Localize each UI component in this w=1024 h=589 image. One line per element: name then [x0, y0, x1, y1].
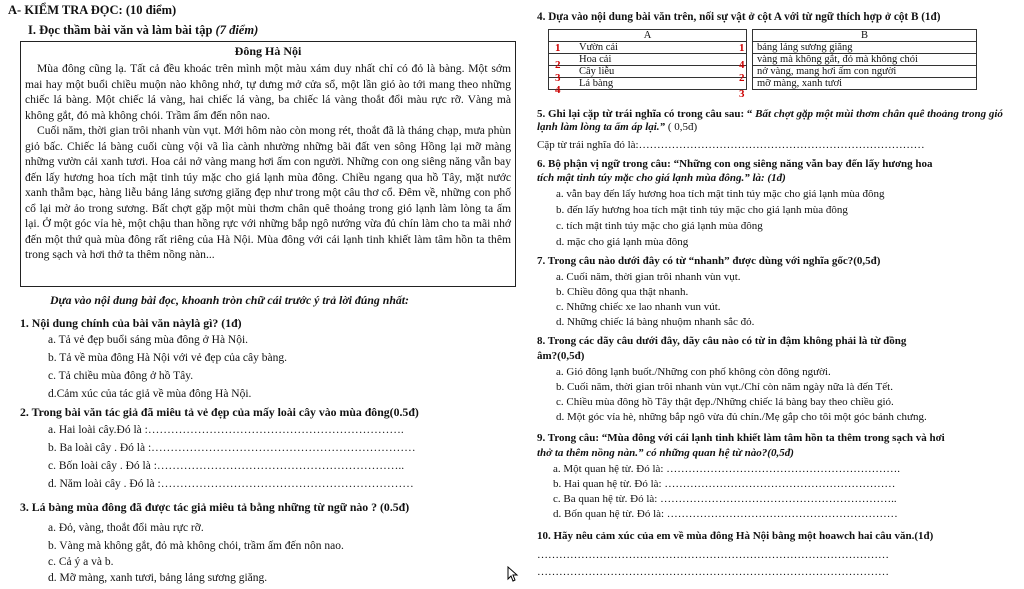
q4-mark-b: 3	[739, 88, 745, 100]
q4-col-b-item: mỡ màng, xanh tươi	[753, 78, 977, 90]
q4-mark-b: 1	[739, 42, 745, 54]
q2-option-c[interactable]: c. Bốn loài cây . Đó là :………………………………………………………..	[48, 460, 405, 472]
q4-mark-b: 2	[739, 72, 745, 84]
q8-title-line1: 8. Trong các dãy câu dưới đây, dãy câu nào có từ in đậm không phải là từ đồng	[537, 335, 907, 347]
q6-title-line2: tích mật tinh túy mặc cho giá lạnh mùa đông.” là: (1đ)	[537, 172, 786, 184]
q6-option-a[interactable]: a. vẫn bay đến lấy hương hoa tích mật tinh túy mặc cho giá lạnh mùa đông	[556, 188, 885, 200]
q6-option-d[interactable]: d. mặc cho giá lạnh mùa đông	[556, 236, 689, 248]
passage-body	[21, 59, 515, 263]
q1-title: 1. Nội dung chính của bài văn nàylà gì? (1đ)	[20, 316, 242, 330]
q10-title: 10. Hãy nêu cảm xúc của em về mùa đông Hà Nội bằng một hoawch hai câu văn.(1đ)	[537, 530, 934, 542]
q4-title: 4. Dựa vào nội dung bài văn trên, nối sự vật ở cột A với từ ngữ thích hợp ở cột B (1đ)	[537, 11, 941, 23]
q3-option-c[interactable]: c. Cả ý a và b.	[48, 556, 114, 568]
q1-option-d[interactable]: d.Cảm xúc của tác giả về mùa đông Hà Nội.	[48, 388, 252, 400]
q9-option-a[interactable]: a. Một quan hệ từ. Đó là: ……………………………………………………….	[553, 463, 900, 475]
q8-option-b[interactable]: b. Cuối năm, thời gian trôi nhanh vùn vụt./Chỉ còn năm ngày nữa là đến Tết.	[556, 381, 893, 393]
q1-option-c[interactable]: c. Tả chiều mùa đông ở hồ Tây.	[48, 370, 194, 382]
q10-answer-line[interactable]: ……………………………………………………………………………………	[537, 549, 889, 561]
q8-title-line2: âm?(0,5đ)	[537, 350, 585, 362]
section-i-heading: I. Đọc thầm bài văn và làm bài tập (7 điểm)	[28, 23, 259, 37]
q9-option-b[interactable]: b. Hai quan hệ từ. Đó là: ………………………………………………………	[553, 478, 896, 490]
section-a-heading: A- KIỂM TRA ĐỌC: (10 điểm)	[8, 3, 177, 17]
q7-option-c[interactable]: c. Những chiếc xe lao nhanh vun vút.	[556, 301, 721, 313]
q9-title-line1: 9. Trong câu: “Mùa đông với cái lạnh tinh khiết làm tâm hồn ta thêm trong sạch và hơi	[537, 432, 945, 444]
q2-option-b[interactable]: b. Ba loài cây . Đó là :……………………………………………………………	[48, 442, 416, 454]
q4-mark-a: 2	[555, 59, 561, 71]
q4-mark-a: 1	[555, 42, 561, 54]
q5-title: 5. Ghi lại cặp từ trái nghĩa có trong câu sau: “ Bất chợt gặp một mùi thơm chân quê thoảng trong gió lạnh làm lòng ta ấm áp lại.” ( 0,5đ)	[537, 108, 1003, 133]
q4-column-a-table	[548, 29, 747, 90]
instruction-text: Dựa vào nội dung bài đọc, khoanh tròn chữ cái trước ý trả lời đúng nhất:	[50, 293, 409, 307]
q5-quote: Bất chợt gặp một mùi thơm chân quê thoảng trong gió lạnh làm lòng ta ấm áp lại.”	[537, 108, 1003, 133]
q8-option-c[interactable]: c. Chiều mùa đông hồ Tây thật đẹp./Những chiếc lá bàng bay theo chiều gió.	[556, 396, 894, 408]
q10-answer-line[interactable]: ……………………………………………………………………………………	[537, 566, 889, 578]
q4-col-a-item: Vườn cải	[549, 42, 747, 54]
q4-mark-b: 4	[739, 59, 745, 71]
q9-title-line2: thở ta thêm nồng nàn.” có những quan hệ từ nào?(0,5đ)	[537, 447, 794, 459]
q7-option-b[interactable]: b. Chiều đông qua thật nhanh.	[556, 286, 689, 298]
q5-points: ( 0,5đ)	[667, 121, 698, 133]
q3-option-d[interactable]: d. Mỡ màng, xanh tươi, bảng lảng sương giăng.	[48, 572, 268, 584]
q4-col-b-item: vàng mà không gắt, đỏ mà không chói	[753, 54, 977, 66]
q7-title: 7. Trong câu nào dưới đây có từ “nhanh” được dùng với nghĩa gốc?(0,5đ)	[537, 255, 881, 267]
passage-title: Đông Hà Nội	[234, 44, 302, 58]
q4-column-b-table	[752, 29, 977, 90]
mouse-pointer-icon	[507, 566, 519, 582]
q1-option-a[interactable]: a. Tả vẻ đẹp buổi sáng mùa đông ở Hà Nội.	[48, 334, 249, 346]
q3-option-b[interactable]: b. Vàng mà không gắt, đỏ mà không chói, trầm ấm đến nôn nao.	[48, 540, 344, 552]
q7-option-d[interactable]: d. Những chiếc lá bàng nhuộm nhanh sắc đỏ.	[556, 316, 755, 328]
reading-passage-box	[20, 41, 516, 287]
q3-option-a[interactable]: a. Đỏ, vàng, thoắt đổi màu rực rỡ.	[48, 522, 204, 534]
q5-answer-line[interactable]: Cặp từ trái nghĩa đó là:……………………………………………………………………	[537, 139, 925, 151]
q1-option-b[interactable]: b. Tả về mùa đông Hà Nội với vẻ đẹp của cây bàng.	[48, 352, 287, 364]
passage-paragraph-1: Mùa đông cũng lạ. Tất cả đều khoác trên mình một màu xám duy nhất chỉ có đỏ là bàng. Một sớm mai hay một buổi chiều muộn nào không nhớ, tự dưng mở cửa sổ, một lần gió ào tới mang theo những chiếc lá bàng. Một chiếc lá vàng, hai chiếc lá vàng, ba chiếc lá vàng thoắt đổi màu rực rỡ. Vàng mà không gắt, đỏ mà không chói. Trầm ấm đến nôn nao.	[25, 62, 511, 122]
q4-col-b-item: nở vàng, mang hơi ấm con người	[753, 66, 977, 78]
q9-option-d[interactable]: d. Bốn quan hệ từ. Đó là: ………………………………………………………	[553, 508, 898, 520]
q6-option-b[interactable]: b. đến lấy hương hoa tích mật tinh túy mặc cho giá lạnh mùa đông	[556, 204, 848, 216]
q6-title-line1: 6. Bộ phận vị ngữ trong câu: “Những con ong siêng năng vẫn bay đến lấy hương hoa	[537, 158, 933, 170]
passage-paragraph-2: Cuối năm, thời gian trôi nhanh vùn vụt. Mới hôm nào còn mong rét, thoắt đã là tháng chạp, mưa phùn giỏ bấc. Chiếc lá bàng cuối cùng vội vã lìa cành nhường những bãi đất ven sông Hồng lại mỡ màng những vườn cải xanh tươi. Hoa cải nở vàng mang hơi ấm con người. Những con ong siêng năng vẫn bay đến lấy hương hoa tích mật tinh túy mặc cho giá lạnh mùa đông. Chiều ngang qua hồ Tây, mặt nước xanh thẫm bạc, hàng liễu bảng lảng sương giăng đẹp như trong một câu thơ cổ. Đêm về, những con phố cổ lại mờ ảo trong sương. Bất chợt gặp một mùi thơm chân quê thoảng trong gió lạnh làm lòng ta ấm lại. Ở một góc vỉa hè, một chậu than hồng rực với những bắp ngô nướng vừa đủ chín làm cho ta mãi nhớ đến một thứ quà mùa đông rất riêng của Hà Nội. Mùa đông với cái lạnh tinh khiết làm tâm hồn ta thêm trong sạch và hơi thở ta thêm nồng nàn...	[25, 124, 511, 261]
q4-mark-a: 4	[555, 84, 561, 96]
q6-option-c[interactable]: c. tích mật tinh túy mặc cho giá lạnh mùa đông	[556, 220, 763, 232]
q8-option-d[interactable]: d. Một góc vỉa hè, những bắp ngô vừa đủ chín./Mẹ gắp cho tôi một góc bánh chưng.	[556, 411, 927, 423]
q4-col-a-header: A	[549, 30, 747, 42]
q4-col-b-header: B	[753, 30, 977, 42]
q9-option-c[interactable]: c. Ba quan hệ từ. Đó là: ………………………………………………………..	[553, 493, 897, 505]
q2-title: 2. Trong bài văn tác giả đã miêu tả vẻ đẹp của mấy loài cây vào mùa đông(0.5đ)	[20, 405, 419, 419]
q4-col-a-item: Lá bàng	[549, 78, 747, 90]
section-i-points: (7 điểm)	[215, 23, 259, 37]
q4-col-a-item: Cây liễu	[549, 66, 747, 78]
q4-col-b-item: bảng lảng sương giăng	[753, 42, 977, 54]
q7-option-a[interactable]: a. Cuối năm, thời gian trôi nhanh vùn vụt.	[556, 271, 741, 283]
q2-option-a[interactable]: a. Hai loài cây.Đó là :………………………………………………………….	[48, 424, 404, 436]
q4-col-a-item: Hoa cải	[549, 54, 747, 66]
q3-title: 3. Lá bàng mùa đông đã được tác giả miêu tả bằng những từ ngữ nào ? (0.5đ)	[20, 500, 410, 514]
q2-option-d[interactable]: d. Năm loài cây . Đó là :…………………………………………………………	[48, 478, 414, 490]
q4-mark-a: 3	[555, 72, 561, 84]
q8-option-a[interactable]: a. Gió đông lạnh buốt./Những con phố không còn đông người.	[556, 366, 831, 378]
